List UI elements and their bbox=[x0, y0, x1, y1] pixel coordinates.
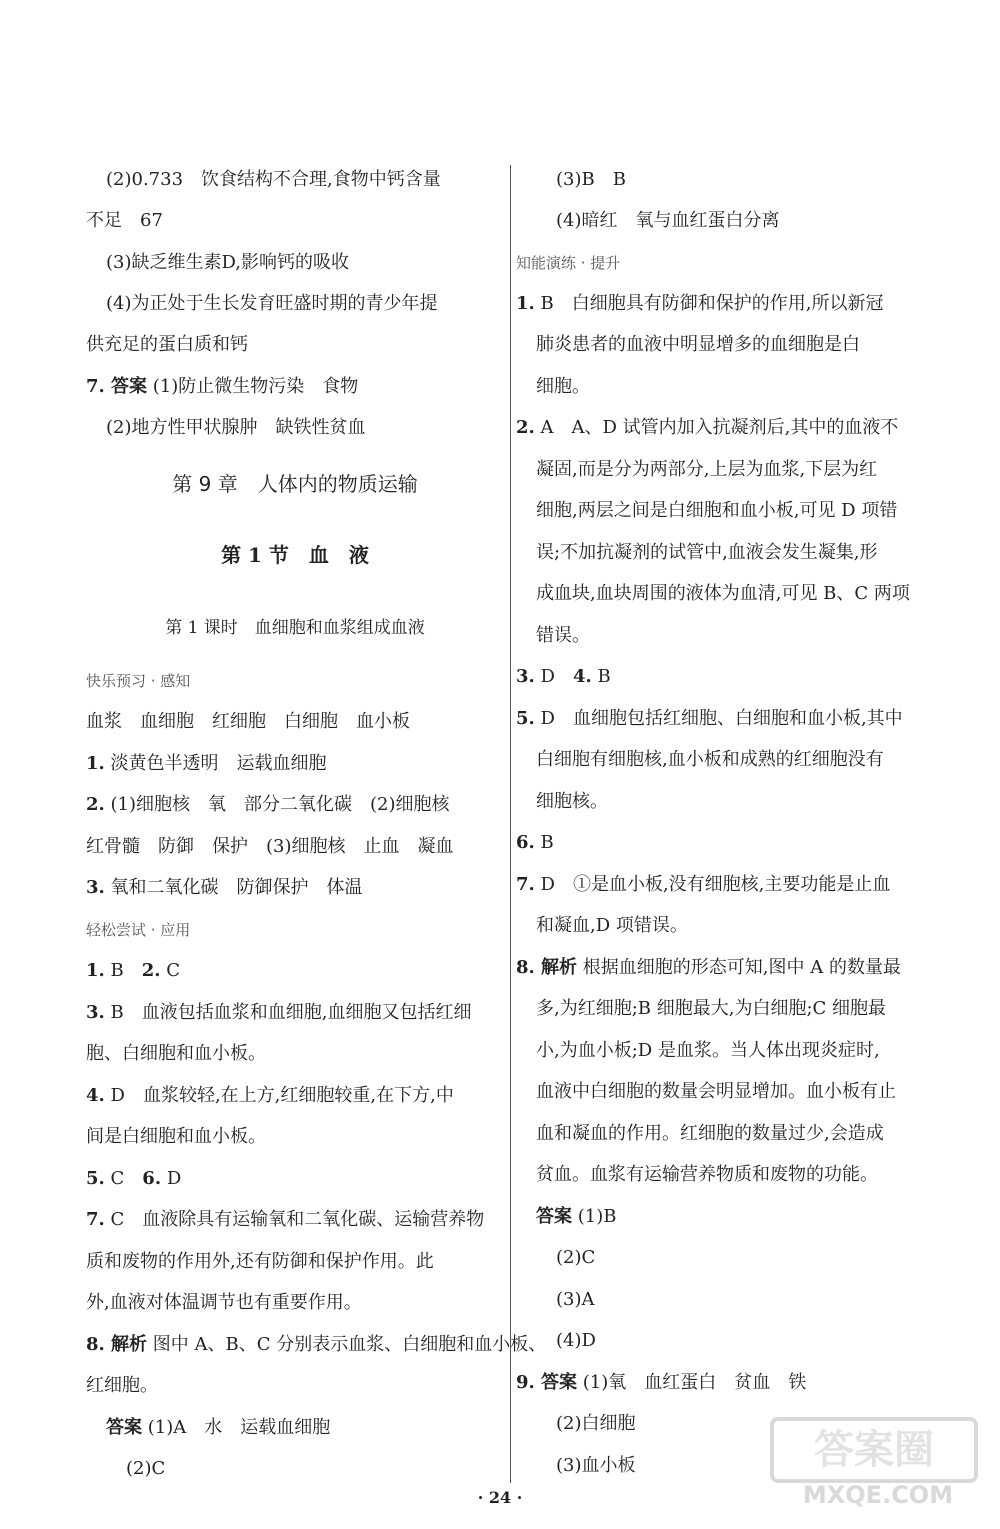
text-line: 细胞,两层之间是白细胞和血小板,可见 D 项错 bbox=[536, 500, 898, 521]
text-line: 贫血。血浆有运输营养物质和废物的功能。 bbox=[536, 1164, 878, 1185]
answer-item: 5. C 6. D bbox=[86, 1168, 182, 1189]
text-line: 多,为红细胞;B 细胞最大,为白细胞;C 细胞最 bbox=[536, 998, 887, 1019]
section-header: 轻松尝试 · 应用 bbox=[86, 921, 191, 939]
text-line: (3)血小板 bbox=[556, 1455, 636, 1476]
answer-item: 8. 解析 根据血细胞的形态可知,图中 A 的数量最 bbox=[516, 957, 901, 978]
answer-item: 2. (1)细胞核 氧 部分二氧化碳 (2)细胞核 bbox=[86, 794, 450, 815]
text-line: (2)C bbox=[126, 1458, 166, 1479]
text-line: 错误。 bbox=[536, 625, 590, 646]
text-line: 和凝血,D 项错误。 bbox=[536, 915, 688, 936]
answer-item: 8. 解析 图中 A、B、C 分别表示血浆、白细胞和血小板、 bbox=[86, 1334, 547, 1355]
lesson-title: 第 1 课时 血细胞和血浆组成血液 bbox=[165, 618, 425, 638]
answer-item: 9. 答案 (1)氧 血红蛋白 贫血 铁 bbox=[516, 1372, 807, 1393]
text-line: 红骨髓 防御 保护 (3)细胞核 止血 凝血 bbox=[86, 836, 454, 857]
answer-item: 7. D ①是血小板,没有细胞核,主要功能是止血 bbox=[516, 874, 891, 895]
text-line: 肺炎患者的血液中明显增多的血细胞是白 bbox=[536, 334, 860, 355]
text-line: (4)为正处于生长发育旺盛时期的青少年提 bbox=[106, 293, 438, 314]
section-title: 第 1 节 血 液 bbox=[221, 543, 369, 567]
answer-item: 7. 答案 (1)防止微生物污染 食物 bbox=[86, 376, 359, 397]
answer-item: 6. B bbox=[516, 832, 554, 853]
answer-item: 3. D 4. B bbox=[516, 666, 611, 687]
text-line: (4)暗红 氧与血红蛋白分离 bbox=[556, 210, 780, 231]
column-divider bbox=[510, 165, 511, 1483]
answer-item: 1. 淡黄色半透明 运载血细胞 bbox=[86, 753, 327, 774]
text-line: 血和凝血的作用。红细胞的数量过少,会造成 bbox=[536, 1123, 884, 1144]
text-line: 细胞核。 bbox=[536, 791, 608, 812]
text-line: 成血块,血块周围的液体为血清,可见 B、C 两项 bbox=[536, 583, 910, 604]
section-header: 知能演练 · 提升 bbox=[516, 254, 621, 272]
answer-item: 7. C 血液除具有运输氧和二氧化碳、运输营养物 bbox=[86, 1209, 485, 1230]
text-line: (2)C bbox=[556, 1247, 596, 1268]
answer-item: 1. B 2. C bbox=[86, 960, 181, 981]
text-line: 小,为血小板;D 是血浆。当人体出现炎症时, bbox=[536, 1040, 880, 1061]
answer-item: 答案 (1)B bbox=[536, 1206, 617, 1227]
answer-item: 2. A A、D 试管内加入抗凝剂后,其中的血液不 bbox=[516, 417, 899, 438]
text-line: 外,血液对体温调节也有重要作用。 bbox=[86, 1292, 362, 1313]
answer-item: 1. B 白细胞具有防御和保护的作用,所以新冠 bbox=[516, 293, 884, 314]
text-line: (2)地方性甲状腺肿 缺铁性贫血 bbox=[106, 417, 366, 438]
text-line: 细胞。 bbox=[536, 376, 590, 397]
text-line: (3)缺乏维生素D,影响钙的吸收 bbox=[106, 252, 350, 273]
answer-item: 答案 (1)A 水 运载血细胞 bbox=[106, 1417, 331, 1438]
answer-item: 3. B 血液包括血浆和血细胞,血细胞又包括红细 bbox=[86, 1002, 472, 1023]
text-line: 血液中白细胞的数量会明显增加。血小板有止 bbox=[536, 1081, 896, 1102]
text-line: 质和废物的作用外,还有防御和保护作用。此 bbox=[86, 1251, 434, 1272]
text-line: 不足 67 bbox=[86, 210, 163, 231]
answer-item: 4. D 血浆较轻,在上方,红细胞较重,在下方,中 bbox=[86, 1085, 454, 1106]
answer-item: 3. 氧和二氧化碳 防御保护 体温 bbox=[86, 877, 363, 898]
watermark-logo: 答案圈 bbox=[770, 1417, 978, 1483]
chapter-title: 第 9 章 人体内的物质运输 bbox=[172, 472, 418, 496]
text-line: 血浆 血细胞 红细胞 白细胞 血小板 bbox=[86, 711, 410, 732]
page-number: · 24 · bbox=[477, 1488, 523, 1507]
section-header: 快乐预习 · 感知 bbox=[86, 672, 191, 690]
text-line: (4)D bbox=[556, 1330, 596, 1351]
text-line: (3)B B bbox=[556, 169, 626, 190]
watermark-url: MXQE.COM bbox=[802, 1481, 954, 1509]
text-line: 白细胞有细胞核,血小板和成熟的红细胞没有 bbox=[536, 749, 884, 770]
text-line: (2)白细胞 bbox=[556, 1413, 636, 1434]
watermark bbox=[778, 1417, 978, 1515]
text-line: 胞、白细胞和血小板。 bbox=[86, 1043, 266, 1064]
text-line: (2)0.733 饮食结构不合理,食物中钙含量 bbox=[106, 169, 441, 190]
text-line: 供充足的蛋白质和钙 bbox=[86, 334, 248, 355]
text-line: (3)A bbox=[556, 1289, 595, 1310]
text-line: 凝固,而是分为两部分,上层为血浆,下层为红 bbox=[536, 459, 878, 480]
text-line: 误;不加抗凝剂的试管中,血液会发生凝集,形 bbox=[536, 542, 878, 563]
text-line: 间是白细胞和血小板。 bbox=[86, 1126, 266, 1147]
text-line: 红细胞。 bbox=[86, 1375, 158, 1396]
answer-item: 5. D 血细胞包括红细胞、白细胞和血小板,其中 bbox=[516, 708, 903, 729]
